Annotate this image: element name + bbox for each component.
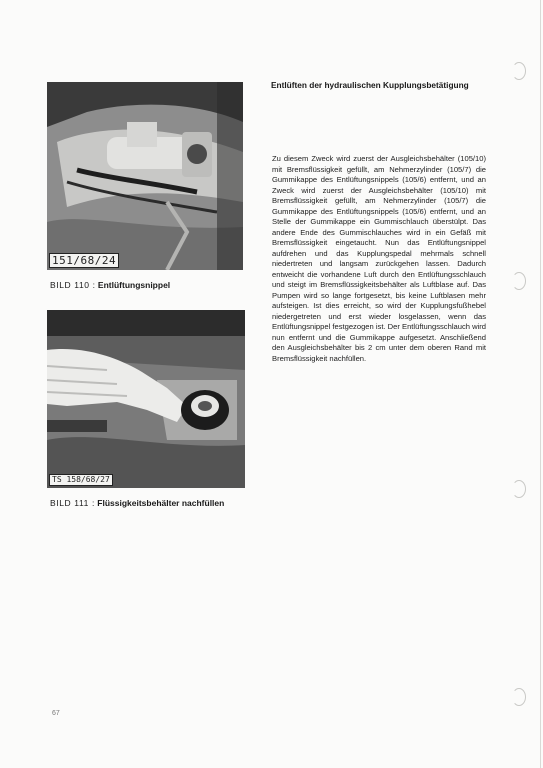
figure-110-photo [47, 82, 243, 270]
punch-hole-middle [512, 272, 526, 290]
figure-110-tag: 151/68/24 [49, 253, 119, 268]
section-title: Entlüften der hydraulischen Kupplungsbetätigung [271, 80, 469, 90]
figure-110-number: BILD 110 : [50, 280, 96, 290]
body-text: Zu diesem Zweck wird zuerst der Ausgleichsbehälter (105/10) mit Bremsflüssigkeit gefüllt, am Nehmerzylinder (105/7) die Gummikappe des Entlüftungsnippels (105/6) entfernt, und an Zweck wird zuerst der Ausgleichsbehälter (105/10) mit Bremsflüssigkeit gefüllt, am Nehmerzylinder (105/7) die Gummikappe des Entlüftungsnippels (105/6) entfernt, und an Stelle der Gummikappe ein Gummischlauch überstülpt. Das andere Ende des Gummischlauches wird in ein Gefäß mit Bremsflüssigkeit eingetaucht. Nun das Entlüftungsnippel aufdrehen und das Kupplungspedal mehrmals schnell niedertreten und langsam zurückgehen lassen. Dadurch entweicht die vorhandene Luft durch den Entlüftungsschlauch und steigt im Bremsflüssigkeitsbehälter als Luftblase auf. Das Pumpen wird so lange fortgesetzt, bis keine Luftblasen mehr aufsteigen. Ist dies erreicht, so wird der Kupplungsfußhebel niedergetreten und erst wieder losgelassen, wenn das Entlüftungsnippel festgezogen ist. Der Entlüftungsschlauch wird nun entfernt und die Gummikappe aufgesetzt. Anschließend den Ausgleichsbehälter bis 2 cm unter dem oberen Rand mit Bremsflüssigkeit nachfüllen. [272, 154, 487, 363]
punch-hole-bottom [512, 688, 526, 706]
figure-111-title: Flüssigkeitsbehälter nachfüllen [97, 498, 225, 508]
figure-111-illustration [47, 310, 245, 488]
figure-110-illustration [47, 82, 243, 270]
punch-hole-lower [512, 480, 526, 498]
figure-110-caption [50, 280, 170, 291]
figure-111-tag: TS 158/68/27 [49, 474, 113, 486]
page-edge [540, 0, 541, 768]
figure-111-photo [47, 310, 245, 488]
page-number: 67 [52, 710, 60, 717]
figure-111-caption [50, 498, 224, 509]
figure-111-number: BILD 111 : [50, 498, 95, 508]
figure-110-title: Entlüftungsnippel [97, 280, 171, 290]
punch-hole-top [512, 62, 526, 80]
